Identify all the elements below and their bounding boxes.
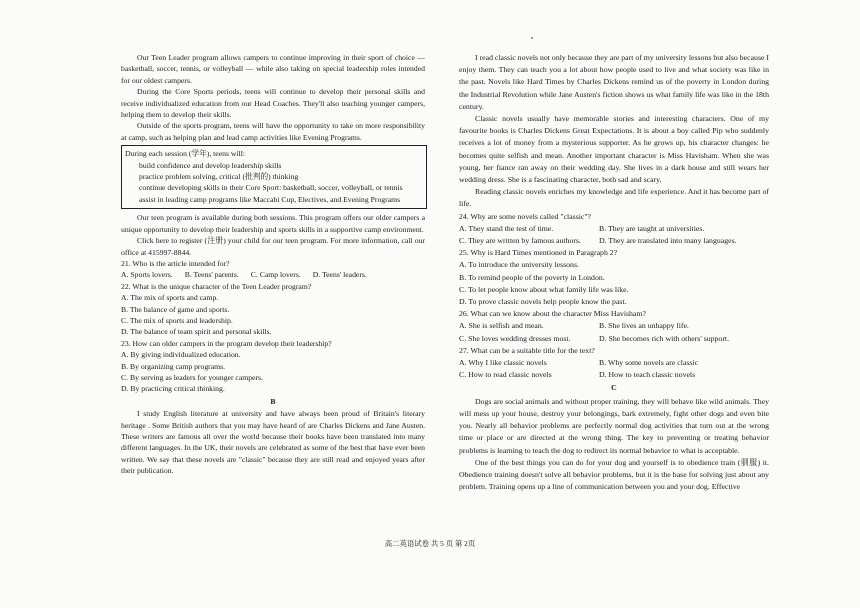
question-24: 24. Why are some novels called "classic"? — [459, 211, 592, 221]
box-item: assist in leading camp programs like Maccabi Cup, Electives, and Evening Programs — [139, 194, 401, 204]
option: C. To let people know about what family life was like. — [459, 284, 629, 294]
question-24-options-row-2 — [459, 235, 769, 247]
option: D. The balance of team spirit and personal skills. — [121, 327, 272, 337]
page-footer: 高二英语试卷 共 5 页 第 2页 — [384, 539, 476, 548]
option: B. She lives an unhappy life. — [599, 321, 689, 331]
question-27-options-row-1 — [459, 357, 769, 369]
section-c-heading: C — [611, 383, 617, 393]
option: A. Sports lovers. — [121, 270, 173, 280]
passage-a-paragraph-3: Outside of the sports program, teens will have the opportunity to take on more responsibility at camp, such as helping plan and lead camp activities like Evening Programs. — [121, 121, 425, 142]
option: C. Camp lovers. — [250, 270, 301, 280]
option: C. By serving as leaders for younger campers. — [121, 372, 263, 382]
question-26: 26. What can we know about the character Miss Havisham? — [459, 309, 646, 319]
option: C. They are written by famous authors. — [459, 236, 581, 246]
option: A. She is selfish and mean. — [459, 321, 544, 331]
option: B. To remind people of the poverty in London. — [459, 272, 605, 282]
question-27-options-row-2 — [459, 369, 769, 381]
box-item: continue developing skills in their Core Sport: basketball, soccer, volleyball, or tennis — [139, 183, 403, 193]
section-b-heading: B — [270, 396, 276, 406]
question-21: 21. Who is the article intended for? — [121, 258, 230, 268]
option: B. The balance of game and sports. — [121, 304, 230, 314]
question-26-options-row-1 — [459, 320, 769, 332]
passage-b-paragraph-4: Reading classic novels enriches my knowledge and life experience. And it has become part of life. — [459, 187, 769, 209]
question-22: 22. What is the unique character of the Teen Leader program? — [121, 281, 312, 291]
passage-a-paragraph-5: Click here to register (注册) your child for our teen program. For more information, call our office at 415997-8844. — [121, 236, 425, 257]
question-26-options-row-2 — [459, 333, 769, 345]
question-21-options — [121, 269, 425, 280]
passage-b-paragraph-2: I read classic novels not only because they are part of my university lessons but also because I enjoy them. They can teach you a lot about how people used to live and what society was like in the past. Novels like Hard Times by Charles Dickens remind us of the poverty in London during the Industrial Revolution while Jane Austen's fiction shows us what family life was like in the 18th century. — [459, 53, 769, 111]
option: A. The mix of sports and camp. — [121, 293, 219, 303]
option: A. Why I like classic novels — [459, 358, 547, 368]
option: D. By practicing critical thinking. — [121, 384, 225, 394]
passage-b-paragraph-3: Classic novels usually have memorable stories and interesting characters. One of my favourite books is Charles Dickens Great Expectations. It is about a boy called Pip who suddenly receives a lot of money from a mysterious supporter. As he grows up, his character changes: he becomes quite selfish and mean. Another important character is Miss Havisham. When she was young, her fiance ran away on their wedding day. She lives in a dark house and still wears her wedding dress. She is a fascinating character, both sad and scary. — [459, 114, 769, 185]
option: A. To introduce the university lessons. — [459, 260, 579, 270]
option: D. Teens' leaders. — [312, 270, 367, 280]
question-23: 23. How can older campers in the program develop their leadership? — [121, 338, 332, 348]
question-25: 25. Why is Hard Times mentioned in Paragraph 2? — [459, 248, 618, 258]
option: C. How to read classic novels — [459, 370, 552, 380]
scan-speck — [531, 37, 533, 39]
option: B. They are taught at universities. — [599, 223, 705, 233]
question-27: 27. What can be a suitable title for the text? — [459, 345, 595, 355]
box-intro: During each session (学年), teens will: — [125, 149, 245, 159]
option: D. How to teach classic novels — [599, 370, 696, 380]
option: B. By organizing camp programs. — [121, 361, 226, 371]
option: D. They are translated into many languages. — [599, 236, 737, 246]
option: C. She loves wedding dresses most. — [459, 333, 571, 343]
question-24-options-row-1 — [459, 223, 769, 235]
passage-a-paragraph-2: During the Core Sports periods, teens will continue to develop their personal skills and receive individualized education from our Head Coaches. They'll also teaching younger campers, helping them to develop their skills. — [121, 87, 425, 120]
passage-c-paragraph-1: Dogs are social animals and without proper training, they will behave like wild animals. They will mess up your house, destroy your belongings, bark extremely, fight other dogs and even bite you. Nearly all behavior problems are perfectly normal dog activities that turn out at the wrong time or place or are directed at the wrong thing. The key to preventing or treating behavior problems is learning to teach the dog to redirect its normal behavior to what is acceptable. — [459, 396, 769, 455]
option: D. To prove classic novels help people know the past. — [459, 297, 627, 307]
right-column — [459, 52, 769, 493]
option: A. They stand the test of time. — [459, 223, 554, 233]
passage-c-paragraph-2: One of the best things you can do for your dog and yourself is to obedience train (驯服) it. Obedience training doesn't solve all behavior problems, but it is the base for solving just about any problem. Training opens up a line of communication between you and your dog. Effective — [459, 457, 769, 492]
passage-b-paragraph-1: I study English literature at university and have always been proud of Britain's literary heritage . Some British authors that you may have heard of are Charles Dickens and Jane Austen. These writers are famous all over the world because their books have been translated into many different languages. In the UK, their novels are celebrated as some of the best that have ever been written. We say that these novels are "classic" because they are still read and enjoyed years after their publication. — [121, 409, 425, 476]
option: D. She becomes rich with others' support. — [599, 333, 730, 343]
passage-a-paragraph-4: Our teen program is available during both sessions. This program offers our older campers a unique opportunity to develop their leadership and sports skills in a supportive camp environment. — [121, 213, 425, 234]
option: B. Why some novels are classic — [599, 358, 699, 368]
option: A. By giving individualized education. — [121, 350, 241, 360]
session-goals-box — [121, 145, 427, 209]
passage-a-paragraph-1: Our Teen Leader program allows campers to continue improving in their sport of choice — basketball, soccer, tennis, or volleyball — while also taking on special leadership roles intended for our oldest campers. — [121, 53, 425, 85]
option: B. Teens' parents. — [184, 270, 239, 280]
box-item: build confidence and develop leadership skills — [139, 160, 282, 170]
option: C. The mix of sports and leadership. — [121, 315, 233, 325]
box-item: practice problem solving, critical (批判的) thinking — [139, 172, 299, 182]
left-column — [121, 52, 425, 477]
